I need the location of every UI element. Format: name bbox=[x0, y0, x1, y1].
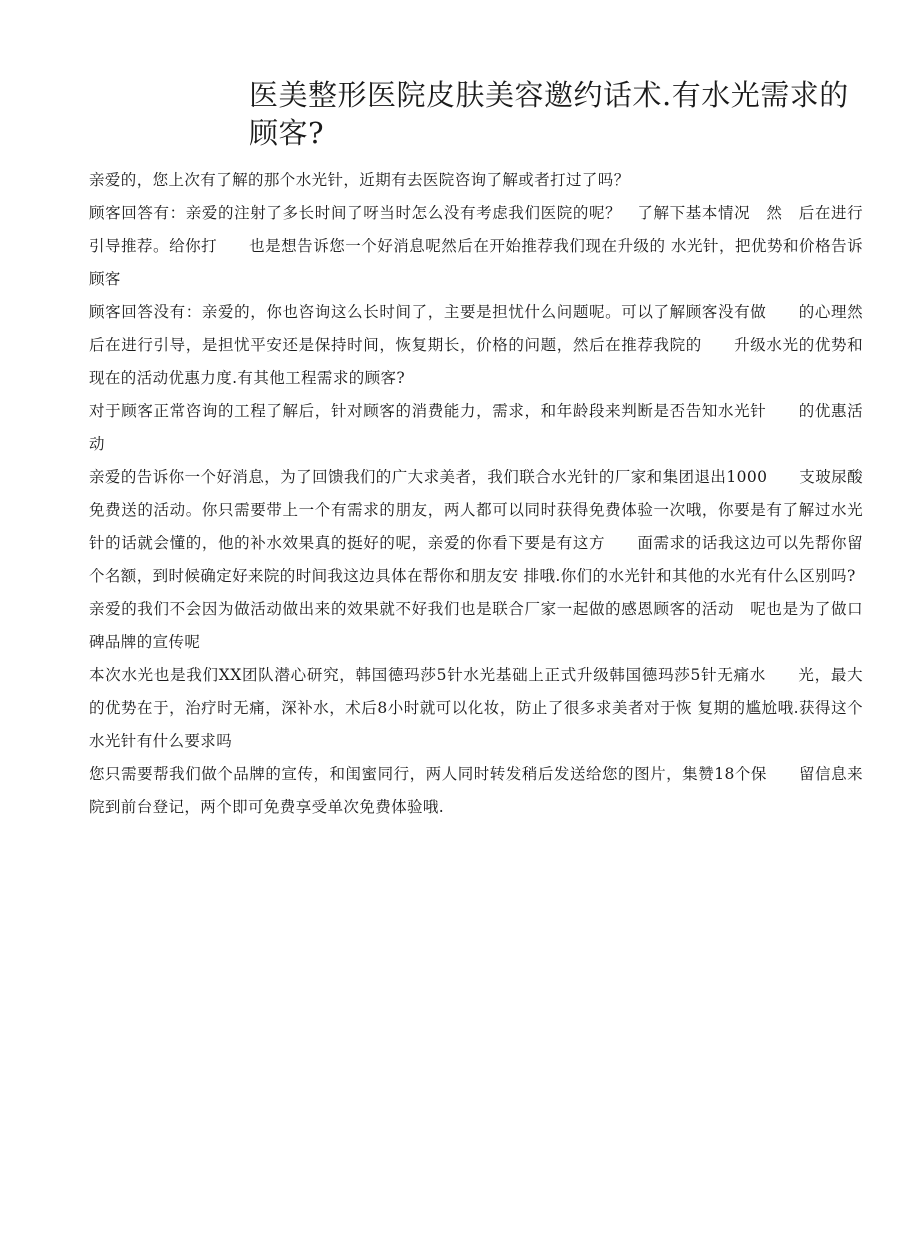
paragraph-requirements: 您只需要帮我们做个品牌的宣传，和闺蜜同行，两人同时转发稍后发送给您的图片，集赞18个保 留信息来院到前台登记，两个即可免费享受单次免费体验哦. bbox=[89, 765, 863, 816]
paragraph-customer-answer-no: 顾客回答没有：亲爱的，你也咨询这么长时间了，主要是担忧什么问题呢。可以了解顾客没有做 的心理然后在进行引导，是担忧平安还是保持时间，恢复期长，价格的问题，然后在推荐我院的 升级水光的优势和现在的活动优惠力度.有其他工程需求的顾客? bbox=[89, 303, 863, 387]
paragraph-activity-effect: 亲爱的我们不会因为做活动做出来的效果就不好我们也是联合厂家一起做的感恩顾客的活动 呢也是为了做口碑品牌的宣传呢 bbox=[89, 600, 863, 651]
document-title: 医美整形医院皮肤美容邀约话术.有水光需求的顾客? bbox=[249, 78, 849, 150]
paragraph-intro-question: 亲爱的，您上次有了解的那个水光针，近期有去医院咨询了解或者打过了吗？ bbox=[89, 171, 630, 189]
paragraph-customer-answer-yes: 顾客回答有：亲爱的注射了多长时间了呀当时怎么没有考虑我们医院的呢？ 了解下基本情况 然 后在进行引导推荐。给你打 也是想告诉您一个好消息呢然后在开始推荐我们现在升级的 水光针，把优势和价格告诉顾客 bbox=[89, 204, 863, 288]
document-body bbox=[89, 164, 863, 824]
paragraph-other-project-customers: 对于顾客正常咨询的工程了解后，针对顾客的消费能力，需求，和年龄段来判断是否告知水光针 的优惠活动 bbox=[89, 402, 863, 453]
paragraph-product-advantage: 本次水光也是我们XX团队潜心研究，韩国德玛莎5针水光基础上正式升级韩国德玛莎5针无痛水 光，最大的优势在于，治疗时无痛，深补水，术后8小时就可以化妆，防止了很多求美者对于恢 复期的尴尬哦.获得这个水光针有什么要求吗 bbox=[89, 666, 863, 750]
paragraph-good-news-offer: 亲爱的告诉你一个好消息，为了回馈我们的广大求美者，我们联合水光针的厂家和集团退出1000 支玻尿酸免费送的活动。你只需要带上一个有需求的朋友，两人都可以同时获得免费体验一次哦，你要是有了解过水光针的话就会懂的，他的补水效果真的挺好的呢，亲爱的你看下要是有这方 面需求的话我这边可以先帮你留个名额，到时候确定好来院的时间我这边具体在帮你和朋友安 排哦.你们的水光针和其他的水光有什么区别吗? bbox=[89, 468, 863, 585]
